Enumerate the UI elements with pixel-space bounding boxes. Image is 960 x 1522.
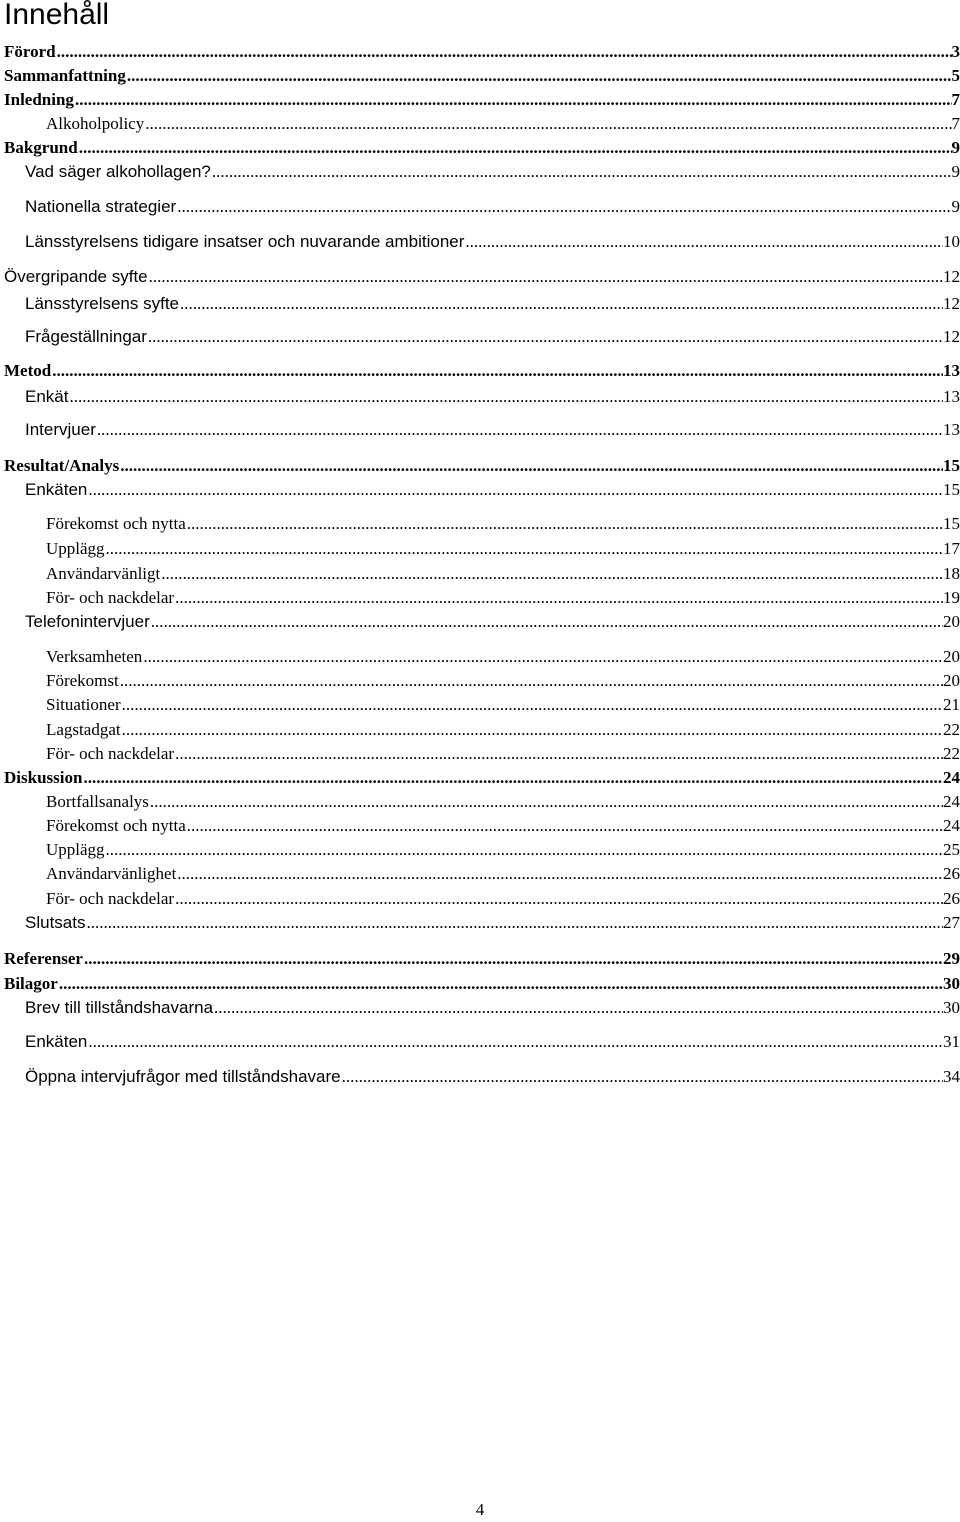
dot-leader	[97, 418, 943, 442]
toc-entry-page: 15	[943, 512, 960, 536]
toc-entry-label: Referenser	[4, 947, 83, 971]
toc-entry[interactable]	[25, 325, 960, 349]
toc-entry[interactable]	[25, 1030, 960, 1054]
toc-entry-label: För- och nackdelar	[46, 742, 174, 766]
dot-leader	[69, 385, 943, 409]
toc-entry[interactable]	[46, 669, 960, 693]
dot-leader	[342, 1065, 943, 1089]
dot-leader	[161, 562, 943, 586]
dot-leader	[83, 766, 943, 790]
dot-leader	[88, 1030, 943, 1054]
dot-leader	[59, 972, 943, 996]
toc-entry-label: Nationella strategier	[25, 195, 176, 219]
toc-entry-page: 18	[943, 562, 960, 586]
toc-entry-page: 9	[952, 195, 960, 219]
toc-entry-page: 13	[943, 359, 960, 383]
toc-entry-page: 5	[952, 64, 960, 88]
toc-entry-label: Vad säger alkohollagen?	[25, 160, 211, 184]
toc-entry-label: Lagstadgat	[46, 718, 121, 742]
toc-entry[interactable]	[4, 40, 960, 64]
toc-entry[interactable]	[4, 972, 960, 996]
toc-entry-label: Enkät	[25, 385, 68, 409]
toc-entry-label: Frågeställningar	[25, 325, 147, 349]
toc-entry-page: 22	[943, 742, 960, 766]
toc-entry[interactable]	[46, 537, 960, 561]
toc-entry-page: 15	[943, 478, 960, 502]
dot-leader	[150, 790, 943, 814]
toc-entry-page: 9	[952, 160, 960, 184]
toc-entry-page: 20	[943, 610, 960, 634]
toc-entry-label: Länsstyrelsens tidigare insatser och nuvarande ambitioner	[25, 230, 464, 254]
dot-leader	[88, 478, 943, 502]
toc-entry[interactable]	[25, 1065, 960, 1089]
toc-entry-page: 12	[943, 325, 960, 349]
toc-entry[interactable]	[25, 478, 960, 502]
toc-entry-page: 21	[943, 693, 960, 717]
toc-entry[interactable]	[46, 512, 960, 536]
dot-leader	[214, 996, 943, 1020]
toc-entry-label: Öppna intervjufrågor med tillståndshavare	[25, 1065, 341, 1089]
toc-entry[interactable]	[25, 385, 960, 409]
page-number: 4	[0, 1498, 960, 1522]
toc-entry[interactable]	[4, 454, 960, 478]
toc-entry-label: Slutsats	[25, 911, 85, 935]
toc-entry[interactable]	[4, 136, 960, 160]
toc-entry-page: 26	[943, 862, 960, 886]
toc-entry[interactable]	[46, 718, 960, 742]
toc-entry[interactable]	[46, 862, 960, 886]
dot-leader	[180, 292, 943, 316]
dot-leader	[187, 814, 943, 838]
toc-entry-page: 12	[943, 265, 960, 289]
toc-entry-page: 34	[943, 1065, 960, 1089]
toc-entry-page: 20	[943, 645, 960, 669]
dot-leader	[52, 359, 943, 383]
toc-entry-label: Brev till tillståndshavarna	[25, 996, 213, 1020]
dot-leader	[86, 911, 943, 935]
toc-entry-label: Förekomst och nytta	[46, 512, 186, 536]
toc-entry[interactable]	[46, 693, 960, 717]
toc-entry-page: 17	[943, 537, 960, 561]
toc-entry[interactable]	[46, 112, 960, 136]
dot-leader	[84, 947, 943, 971]
toc-entry-page: 13	[943, 385, 960, 409]
toc-entry[interactable]	[25, 996, 960, 1020]
dot-leader	[148, 325, 943, 349]
toc-entry-label: Upplägg	[46, 537, 105, 561]
toc-entry-label: Länsstyrelsens syfte	[25, 292, 179, 316]
toc-entry-page: 22	[943, 718, 960, 742]
toc-entry-label: Övergripande syfte	[4, 265, 148, 289]
toc-entry[interactable]	[46, 887, 960, 911]
dot-leader	[120, 669, 943, 693]
toc-entry-label: Enkäten	[25, 1030, 87, 1054]
toc-title: Innehåll	[4, 0, 109, 33]
toc-entry[interactable]	[4, 265, 960, 289]
dot-leader	[57, 40, 952, 64]
toc-entry-page: 10	[943, 230, 960, 254]
dot-leader	[177, 862, 943, 886]
toc-entry-page: 29	[943, 947, 960, 971]
toc-entry-label: Inledning	[4, 88, 74, 112]
dot-leader	[122, 693, 943, 717]
dot-leader	[465, 230, 943, 254]
toc-entry-page: 27	[943, 911, 960, 935]
toc-entry-page: 24	[943, 766, 960, 790]
toc-entry[interactable]	[25, 195, 960, 219]
toc-entry-label: Telefonintervjuer	[25, 610, 150, 634]
dot-leader	[175, 887, 943, 911]
toc-entry-page: 7	[952, 112, 960, 136]
dot-leader	[143, 645, 943, 669]
toc-entry-label: För- och nackdelar	[46, 586, 174, 610]
toc-entry-page: 24	[943, 790, 960, 814]
toc-entry[interactable]	[4, 88, 960, 112]
toc-entry-page: 13	[943, 418, 960, 442]
toc-entry-page: 26	[943, 887, 960, 911]
toc-entry-label: Intervjuer	[25, 418, 96, 442]
dot-leader	[145, 112, 951, 136]
toc-entry-label: Diskussion	[4, 766, 82, 790]
toc-entry[interactable]	[25, 292, 960, 316]
dot-leader	[75, 88, 952, 112]
toc-entry-page: 30	[943, 972, 960, 996]
toc-entry-label: Användarvänligt	[46, 562, 160, 586]
dot-leader	[149, 265, 943, 289]
dot-leader	[212, 160, 952, 184]
dot-leader	[122, 718, 943, 742]
toc-entry[interactable]	[4, 947, 960, 971]
toc-entry[interactable]	[46, 790, 960, 814]
toc-entry-page: 31	[943, 1030, 960, 1054]
toc-entry-page: 7	[952, 88, 960, 112]
toc-entry-label: Användarvänlighet	[46, 862, 176, 886]
dot-leader	[120, 454, 943, 478]
dot-leader	[187, 512, 943, 536]
toc-entry-label: Upplägg	[46, 838, 105, 862]
toc-entry-label: Förekomst och nytta	[46, 814, 186, 838]
toc-entry[interactable]	[25, 160, 960, 184]
dot-leader	[151, 610, 943, 634]
toc-entry-label: Resultat/Analys	[4, 454, 119, 478]
toc-entry[interactable]	[25, 911, 960, 935]
toc-entry-page: 3	[952, 40, 960, 64]
dot-leader	[79, 136, 952, 160]
toc-entry[interactable]	[25, 230, 960, 254]
toc-entry[interactable]	[4, 64, 960, 88]
toc-entry[interactable]	[46, 562, 960, 586]
toc-entry-page: 20	[943, 669, 960, 693]
dot-leader	[175, 742, 943, 766]
toc-entry-page: 30	[943, 996, 960, 1020]
toc-entry-label: Enkäten	[25, 478, 87, 502]
dot-leader	[106, 838, 943, 862]
toc-entry-label: Alkoholpolicy	[46, 112, 144, 136]
dot-leader	[106, 537, 943, 561]
toc-entry[interactable]	[4, 359, 960, 383]
toc-entry-label: Bilagor	[4, 972, 58, 996]
toc-entry-label: Situationer	[46, 693, 121, 717]
toc-entry-label: Bortfallsanalys	[46, 790, 149, 814]
toc-entry-page: 15	[943, 454, 960, 478]
toc-entry-page: 12	[943, 292, 960, 316]
toc-entry-page: 19	[943, 586, 960, 610]
toc-entry-label: Bakgrund	[4, 136, 78, 160]
toc-entry-label: Verksamheten	[46, 645, 142, 669]
toc-entry-label: För- och nackdelar	[46, 887, 174, 911]
toc-entry-label: Metod	[4, 359, 51, 383]
toc-entry-label: Förekomst	[46, 669, 119, 693]
toc-entry[interactable]	[46, 814, 960, 838]
dot-leader	[175, 586, 943, 610]
toc-entry[interactable]	[46, 838, 960, 862]
toc-entry-page: 25	[943, 838, 960, 862]
toc-entry-page: 24	[943, 814, 960, 838]
toc-entry[interactable]	[25, 418, 960, 442]
toc-entry[interactable]	[46, 586, 960, 610]
toc-entry-page: 9	[952, 136, 960, 160]
toc-entry[interactable]	[25, 610, 960, 634]
toc-entry[interactable]	[46, 742, 960, 766]
toc-entry-label: Sammanfattning	[4, 64, 126, 88]
toc-entry[interactable]	[4, 766, 960, 790]
dot-leader	[127, 64, 952, 88]
dot-leader	[177, 195, 951, 219]
toc-entry-label: Förord	[4, 40, 56, 64]
toc-entry[interactable]	[46, 645, 960, 669]
